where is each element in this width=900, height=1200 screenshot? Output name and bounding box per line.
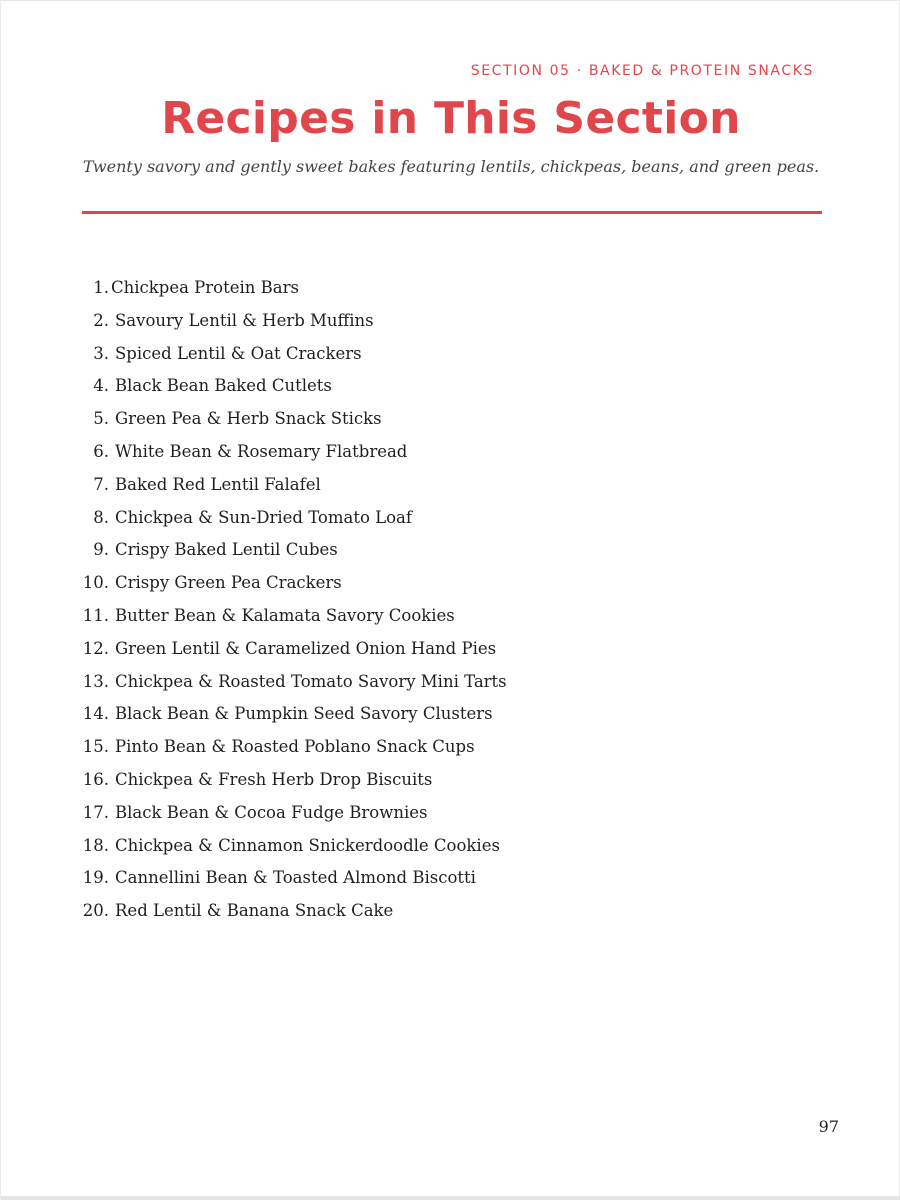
recipe-item — [1, 306, 900, 339]
recipe-name: Crispy Baked Lentil Cubes — [115, 540, 338, 560]
recipe-number: 9. — [93, 540, 109, 560]
recipe-name: Cannellini Bean & Toasted Almond Biscotti — [115, 868, 476, 888]
page-bottom-edge — [1, 1196, 900, 1200]
recipe-name: Crispy Green Pea Crackers — [115, 573, 342, 593]
recipe-item — [1, 371, 900, 404]
recipe-item — [1, 535, 900, 568]
recipe-item — [1, 667, 900, 700]
recipe-number: 2. — [93, 310, 109, 330]
page-subtitle: Twenty savory and gently sweet bakes featuring lentils, chickpeas, beans, and green peas. — [82, 157, 820, 176]
recipe-name: Chickpea & Sun-Dried Tomato Loaf — [115, 507, 412, 527]
recipe-name: Black Bean & Cocoa Fudge Brownies — [115, 802, 428, 822]
recipe-item — [1, 863, 900, 896]
recipe-name: Red Lentil & Banana Snack Cake — [115, 901, 394, 921]
recipe-name: Chickpea Protein Bars — [111, 278, 299, 297]
recipe-item — [1, 404, 900, 437]
recipe-number: 3. — [93, 343, 109, 363]
recipe-number: 13. — [82, 671, 109, 691]
recipe-number: 7. — [93, 474, 109, 494]
recipe-item — [1, 503, 900, 536]
recipe-item — [1, 437, 900, 470]
recipe-number: 20. — [82, 901, 109, 921]
recipe-name: Spiced Lentil & Oat Crackers — [115, 343, 362, 363]
recipe-number: 14. — [82, 704, 109, 724]
recipe-item — [1, 568, 900, 601]
recipe-item — [1, 896, 900, 929]
section-label: SECTION 05 · BAKED & PROTEIN SNACKS — [470, 63, 814, 79]
recipe-name: Savoury Lentil & Herb Muffins — [115, 310, 374, 330]
recipe-number: 1. — [93, 278, 109, 297]
recipe-item — [1, 699, 900, 732]
recipe-name: Pinto Bean & Roasted Poblano Snack Cups — [115, 737, 475, 757]
page-number: 97 — [818, 1117, 839, 1136]
recipe-item — [1, 470, 900, 503]
recipe-number: 6. — [93, 441, 109, 461]
recipe-list — [1, 273, 900, 929]
recipe-number: 11. — [82, 605, 109, 625]
recipe-item — [1, 634, 900, 667]
recipe-item — [1, 732, 900, 765]
recipe-name: Green Lentil & Caramelized Onion Hand Pies — [115, 638, 497, 658]
recipe-number: 19. — [82, 868, 109, 888]
recipe-number: 15. — [82, 737, 109, 757]
recipe-number: 5. — [93, 409, 109, 429]
recipe-name: Black Bean Baked Cutlets — [115, 376, 332, 396]
recipe-number: 8. — [93, 507, 109, 527]
recipe-number: 10. — [82, 573, 109, 593]
recipe-name: White Bean & Rosemary Flatbread — [115, 441, 408, 461]
recipe-name: Chickpea & Fresh Herb Drop Biscuits — [115, 769, 433, 789]
recipe-item — [1, 831, 900, 864]
recipe-item — [1, 798, 900, 831]
recipe-name: Baked Red Lentil Falafel — [115, 474, 321, 494]
recipe-name: Green Pea & Herb Snack Sticks — [115, 409, 382, 429]
recipe-item — [1, 765, 900, 798]
recipe-name: Chickpea & Cinnamon Snickerdoodle Cookies — [115, 835, 500, 855]
recipe-number: 12. — [82, 638, 109, 658]
recipe-item — [1, 273, 900, 306]
page-title: Recipes in This Section — [161, 93, 741, 144]
recipe-number: 18. — [82, 835, 109, 855]
recipe-name: Chickpea & Roasted Tomato Savory Mini Tarts — [115, 671, 507, 691]
recipe-name: Black Bean & Pumpkin Seed Savory Clusters — [115, 704, 493, 724]
recipe-number: 17. — [82, 802, 109, 822]
recipe-number: 4. — [93, 376, 109, 396]
title-divider — [82, 211, 822, 214]
recipe-item — [1, 339, 900, 372]
recipe-number: 16. — [82, 769, 109, 789]
recipe-item — [1, 601, 900, 634]
recipe-name: Butter Bean & Kalamata Savory Cookies — [115, 605, 455, 625]
